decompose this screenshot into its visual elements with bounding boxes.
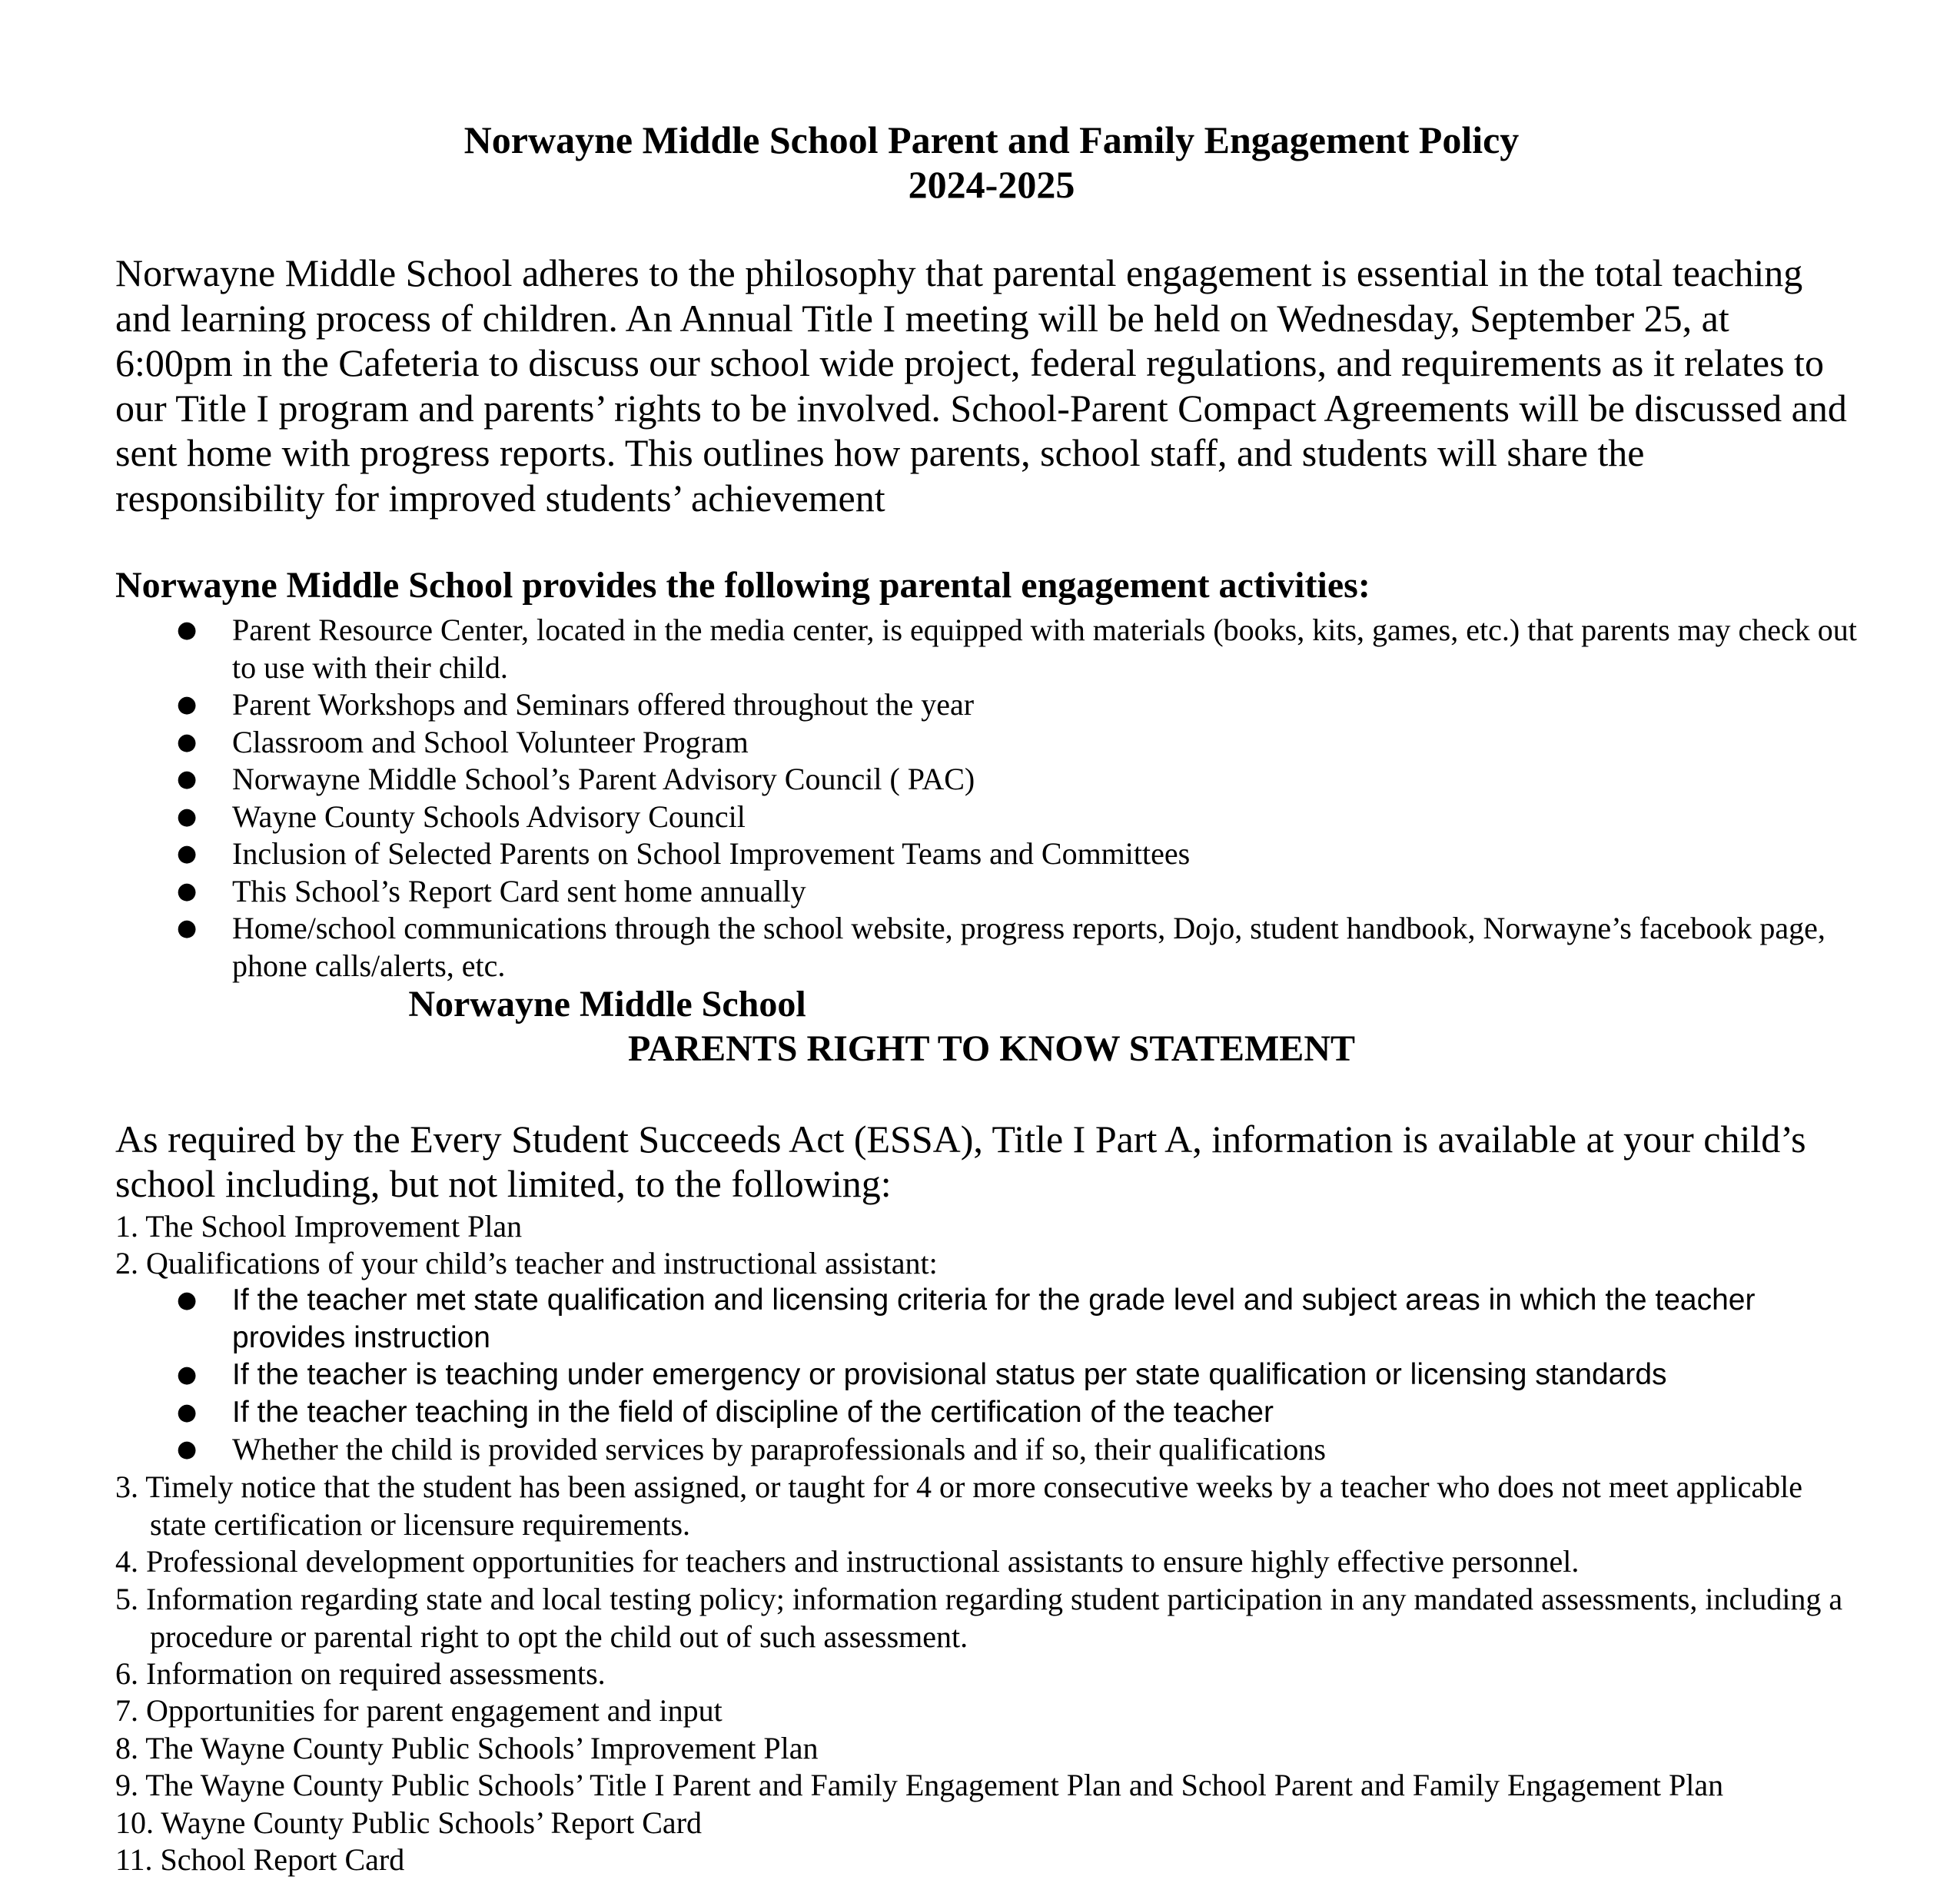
bullet-icon: ● [177,1398,198,1426]
bullet-icon: ● [177,765,198,792]
info-item-9: 9. The Wayne County Public Schools’ Title I Parent and Family Engagement Plan and School Parent and Family Engagement Plan [115,1768,1724,1802]
info-item-7: 7. Opportunities for parent engagement and input [115,1693,723,1728]
list-item: ● Parent Resource Center, located in the media center, is equipped with materials (books, kits, games, etc.) that parents may check out to use with their child. [177,613,1857,685]
list-item: ● Wayne County Schools Advisory Council [0,799,1858,836]
bullet-icon: ● [177,616,198,643]
info-item-6: 6. Information on required assessments. [115,1656,606,1691]
bullet-icon: ● [177,877,198,905]
rtk-title: PARENTS RIGHT TO KNOW STATEMENT [627,1028,1355,1069]
info-item-11: 11. School Report Card [115,1842,405,1877]
list-item: ● Home/school communications through the school website, progress reports, Dojo, student handbook, Norwayne’s facebook page, phone calls/alerts, etc. [177,911,1825,983]
info-item-4: 4. Professional development opportunities for teachers and instructional assistants to ensure highly effective personnel. [115,1544,1580,1579]
bullet-icon: ● [177,1361,198,1388]
document-title: Norwayne Middle School Parent and Family Engagement Policy [463,118,1520,161]
list-item: ● If the teacher teaching in the field of discipline of the certification of the teacher [0,1394,1858,1432]
qualifications-list [0,1282,1858,1469]
bullet-icon: ● [177,1436,198,1463]
list-item: ● If the teacher is teaching under emergency or provisional status per state qualification or licensing standards [0,1357,1858,1394]
essa-paragraph: As required by the Every Student Succeeds Act (ESSA), Title I Part A, information is available at your child’s school including, but not limited, to the following: [115,1118,1806,1205]
list-item: ● Classroom and School Volunteer Program [0,724,1858,762]
list-item: ● Norwayne Middle School’s Parent Advisory Council ( PAC) [0,761,1858,799]
info-item-10: 10. Wayne County Public Schools’ Report Card [115,1805,703,1840]
activities-list [0,612,1858,985]
bullet-icon: ● [177,1287,198,1313]
bullet-icon: ● [177,915,198,942]
bullet-icon: ● [177,691,198,718]
list-item: ● Inclusion of Selected Parents on School Improvement Teams and Committees [0,835,1858,873]
info-item-1: 1. The School Improvement Plan [115,1209,523,1244]
intro-paragraph: Norwayne Middle School adheres to the philosophy that parental engagement is essential in the total teaching and learning process of children. An Annual Title I meeting will be held on Wednesday, September 25, at 6:00pm in the Cafeteria to discuss our school wide project, federal regulations, and requirements as it relates to our Title I program and parents’ rights to be involved. School-Parent Compact Agreements will be discussed and sent home with progress reports. This outlines how parents, school staff, and students will share the responsibility for improved students’ achievement [115,251,1847,520]
info-item-5: 5. Information regarding state and local testing policy; information regarding student participation in any mandated assessments, including a procedure or parental right to opt the child out of such assessment. [115,1582,1843,1654]
rtk-school-name: Norwayne Middle School [408,984,806,1025]
bullet-icon: ● [177,802,198,830]
list-item: ● Whether the child is provided services by paraprofessionals and if so, their qualifications [0,1431,1858,1469]
info-item-3: 3. Timely notice that the student has been assigned, or taught for 4 or more consecutive weeks by a teacher who does not meet applicable state certification or licensure requirements. [115,1470,1802,1542]
document-year: 2024-2025 [908,163,1075,206]
info-item-2: 2. Qualifications of your child’s teacher and instructional assistant: [115,1246,938,1280]
activities-heading: Norwayne Middle School provides the following parental engagement activities: [115,565,1370,606]
info-item-8: 8. The Wayne County Public Schools’ Improvement Plan [115,1731,819,1765]
bullet-icon: ● [177,840,198,867]
list-item: ● This School’s Report Card sent home annually [0,873,1858,911]
list-item: ● If the teacher met state qualification and licensing criteria for the grade level and subject areas in which the teacher provides instruction [177,1284,1756,1354]
list-item: ● Parent Workshops and Seminars offered throughout the year [0,686,1858,724]
bullet-icon: ● [177,728,198,756]
